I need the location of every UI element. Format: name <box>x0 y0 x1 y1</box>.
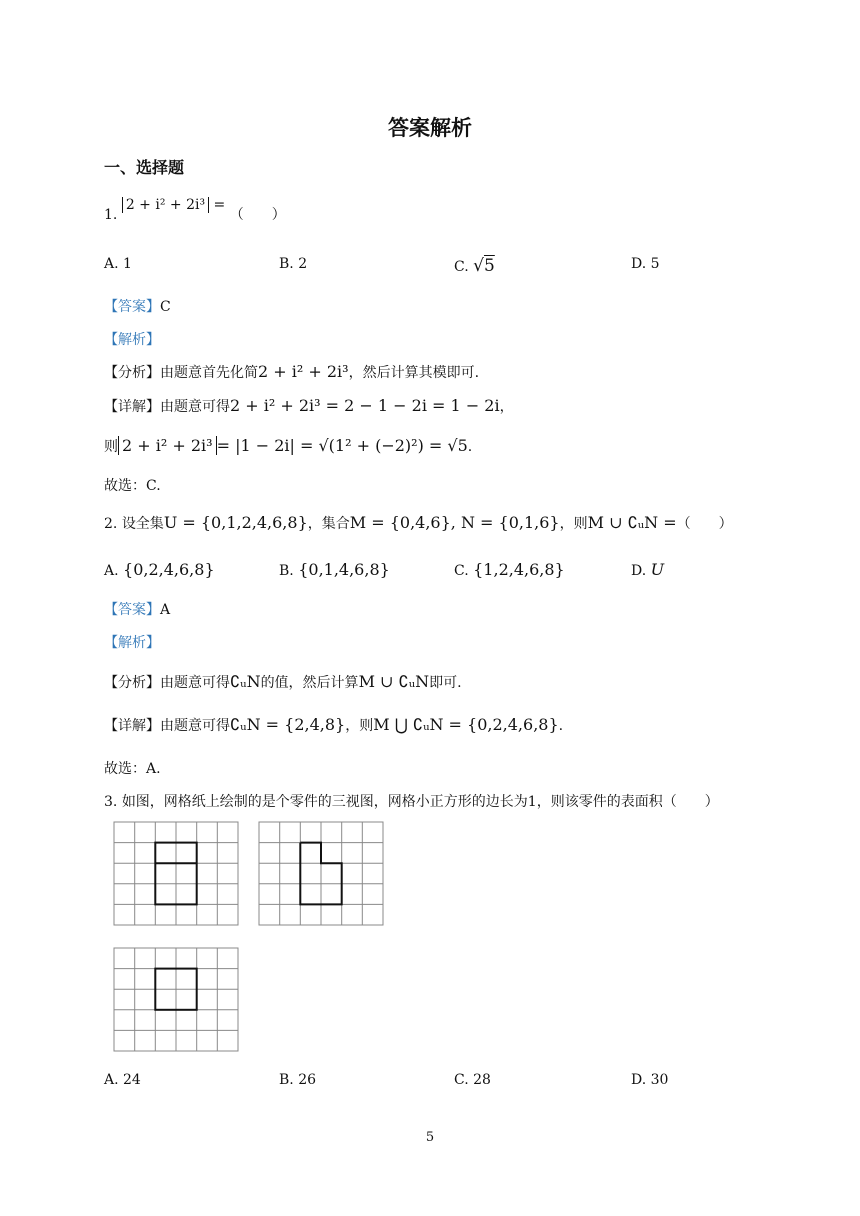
q1-fenxi: 【分析】由题意首先化简2 + i² + 2i³，然后计算其模即可. <box>104 362 480 381</box>
option-b: B. 2 <box>279 256 308 272</box>
q2-option-b: B. {0,1,4,6,8} <box>279 560 390 579</box>
option-a: A. 1 <box>104 256 132 272</box>
q1-choose: 故选：C. <box>104 478 161 494</box>
page-title: 答案解析 <box>388 115 472 140</box>
top-view-grid <box>112 946 240 1054</box>
option-d: D. 5 <box>631 256 660 272</box>
q3-option-c: C. 28 <box>454 1072 491 1088</box>
q2-analysis-label: 【解析】 <box>104 635 160 651</box>
side-view-grid <box>257 820 385 928</box>
question-3-stem: 3. 如图，网格纸上绘制的是个零件的三视图，网格小正方形的边长为1，则该零件的表面积（ ） <box>104 794 719 810</box>
q2-option-d: D. U <box>631 560 665 579</box>
q1-analysis-label: 【解析】 <box>104 332 160 348</box>
q2-answer: 【答案】A <box>104 602 171 618</box>
q1-xiangjie: 【详解】由题意可得2 + i² + 2i³ = 2 − 1 − 2i = 1 − 2i， <box>104 396 514 415</box>
q2-xiangjie: 【详解】由题意可得∁ᵤN = {2,4,8}，则M ⋃ ∁ᵤN = {0,2,4,6,8}. <box>104 715 564 734</box>
q1-modulus-line: 则 2 + i² + 2i³ = |1 − 2i| = √(1² + (−2)²) = √5. <box>104 436 473 455</box>
question-1-stem <box>104 197 286 224</box>
modulus-expression: 2 + i² + 2i³ <box>122 197 209 213</box>
q3-option-b: B. 26 <box>279 1072 317 1088</box>
section-heading: 一、选择题 <box>104 158 185 177</box>
equals-sign: = <box>213 197 226 213</box>
answer-paren: （ ） <box>229 207 286 223</box>
q2-choose: 故选：A. <box>104 761 161 777</box>
q3-option-d: D. 30 <box>631 1072 669 1088</box>
q2-option-c: C. {1,2,4,6,8} <box>454 560 565 579</box>
q1-answer: 【答案】C <box>104 299 171 315</box>
q2-option-a: A. {0,2,4,6,8} <box>104 560 215 579</box>
q2-fenxi: 【分析】由题意可得∁ᵤN的值，然后计算M ∪ ∁ᵤN即可. <box>104 672 462 691</box>
question-number: 1. <box>104 207 118 223</box>
front-view-grid <box>112 820 240 928</box>
question-2-stem: 2. 设全集U = {0,1,2,4,6,8}，集合M = {0,4,6}, N = {0,1,6}，则M ∪ ∁ᵤN =（ ） <box>104 513 733 532</box>
option-c: C. √5 <box>454 256 495 276</box>
q3-option-a: A. 24 <box>104 1072 141 1088</box>
page-number: 5 <box>425 1130 435 1145</box>
